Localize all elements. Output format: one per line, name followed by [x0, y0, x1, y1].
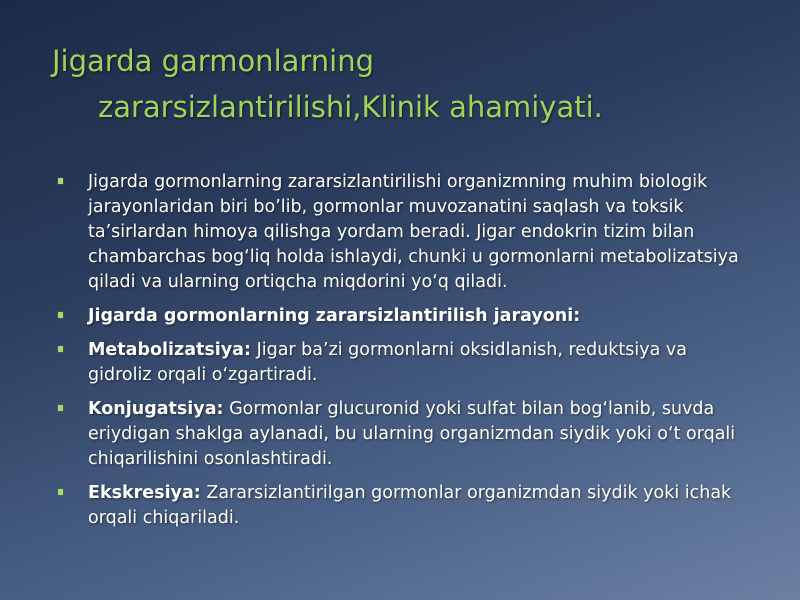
bullet-item-heading: Jigarda gormonlarning zararsizlantirilish jarayoni:: [88, 306, 581, 326]
bullet-item-text: Zararsizlantirilgan gormonlar organizmdan siydik yoki ichak orqali chiqariladi.: [88, 483, 732, 528]
bullet-item-ekskresiya: [56, 481, 756, 531]
bullet-item-text: Jigar ba’zi gormonlarni oksidlanish, reduktsiya va gidroliz orqali o‘zgartiradi.: [88, 340, 687, 385]
bullet-item-metabolizatsiya: [56, 338, 756, 388]
bullet-list: [56, 170, 756, 540]
bullet-item-intro: [56, 170, 756, 295]
slide-title: [52, 38, 772, 130]
bullet-icon: [58, 405, 63, 411]
slide-title-line-2: zararsizlantirilishi,Klinik ahamiyati.: [98, 90, 603, 124]
bullet-icon: [58, 178, 63, 184]
bullet-item-process-heading: [56, 304, 756, 329]
bullet-item-term: Konjugatsiya:: [88, 399, 224, 419]
bullet-icon: [58, 489, 63, 495]
slide-title-line-1: Jigarda garmonlarning: [52, 44, 375, 78]
bullet-icon: [58, 312, 63, 318]
bullet-item-konjugatsiya: [56, 397, 756, 472]
bullet-icon: [58, 346, 63, 352]
bullet-item-text: Jigarda gormonlarning zararsizlantirilishi organizmning muhim biologik jarayonlaridan biri bo’lib, gormonlar muvozanatini saqlash va toksik ta’sirlardan himoya qilishga yordam beradi. Jigar endokrin tizim bilan chambarchas bog‘liq holda ishlaydi, chunki u gormonlarni metabolizatsiya qiladi va ularning ortiqcha miqdorini yo‘q qiladi.: [88, 172, 739, 292]
bullet-item-term: Ekskresiya:: [88, 483, 201, 503]
bullet-item-term: Metabolizatsiya:: [88, 340, 251, 360]
bullet-item-text: Gormonlar glucuronid yoki sulfat bilan bog‘lanib, suvda eriydigan shaklga aylanadi, bu ularning organizmdan siydik yoki o‘t orqali chiqarilishini osonlashtiradi.: [88, 399, 736, 469]
